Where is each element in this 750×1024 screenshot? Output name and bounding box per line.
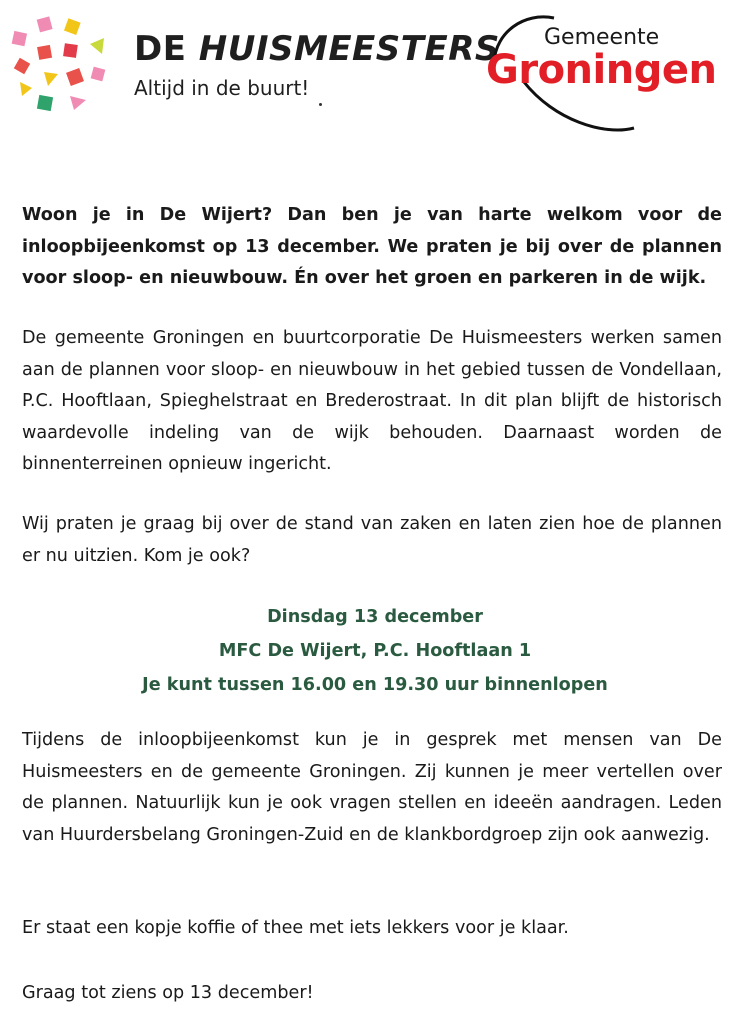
paragraph-invite: Wij praten je graag bij over de stand van zaken en laten zien hoe de plannen er nu uitzien. Kom je ook?	[22, 514, 722, 566]
speck-dot	[319, 103, 322, 106]
paragraph-plans: De gemeente Groningen en buurtcorporatie De Huismeesters werken samen aan de plannen voor sloop- en nieuwbouw in het gebied tussen de Vondellaan, P.C. Hooftlaan, Spieghelstraat en Brederostraat. In dit plan blijft de historisch waardevolle indeling van de wijk behouden. Daarnaast worden de binnenterreinen opnieuw ingericht.	[22, 328, 722, 474]
groningen-wordmark: Groningen	[486, 47, 717, 93]
paragraph-meeting: Tijdens de inloopbijeenkomst kun je in gesprek met mensen van De Huismeesters en de gemeente Groningen. Zij kunnen je meer vertellen over de plannen. Natuurlijk kun je ook vragen stellen en ideeën aandragen. Leden van Huurdersbelang Groningen-Zuid en de klankbordgroep zijn ook aanwezig.	[22, 730, 722, 845]
gemeente-groningen-logo	[484, 12, 734, 136]
closing-line: Graag tot ziens op 13 december!	[22, 983, 314, 1003]
intro-paragraph: Woon je in De Wijert? Dan ben je van harte welkom voor de inloopbijeenkomst op 13 december. We praten je bij over de plannen voor sloop- en nieuwbouw. Én over het groen en parkeren in de wijk.	[22, 205, 722, 288]
huismeesters-logo	[8, 14, 500, 114]
event-details	[22, 600, 728, 702]
huismeesters-mosaic-icon	[8, 14, 108, 114]
huismeesters-name: DE HUISMEESTERS	[134, 29, 500, 69]
event-location: MFC De Wijert, P.C. Hooftlaan 1	[218, 641, 532, 661]
huismeesters-tagline: Altijd in de buurt!	[134, 76, 310, 100]
event-date: Dinsdag 13 december	[267, 607, 483, 627]
event-time: Je kunt tussen 16.00 en 19.30 uur binnenlopen	[142, 675, 608, 695]
gemeente-label: Gemeente	[544, 25, 660, 50]
paragraph-coffee: Er staat een kopje koffie of thee met iets lekkers voor je klaar.	[22, 918, 569, 938]
